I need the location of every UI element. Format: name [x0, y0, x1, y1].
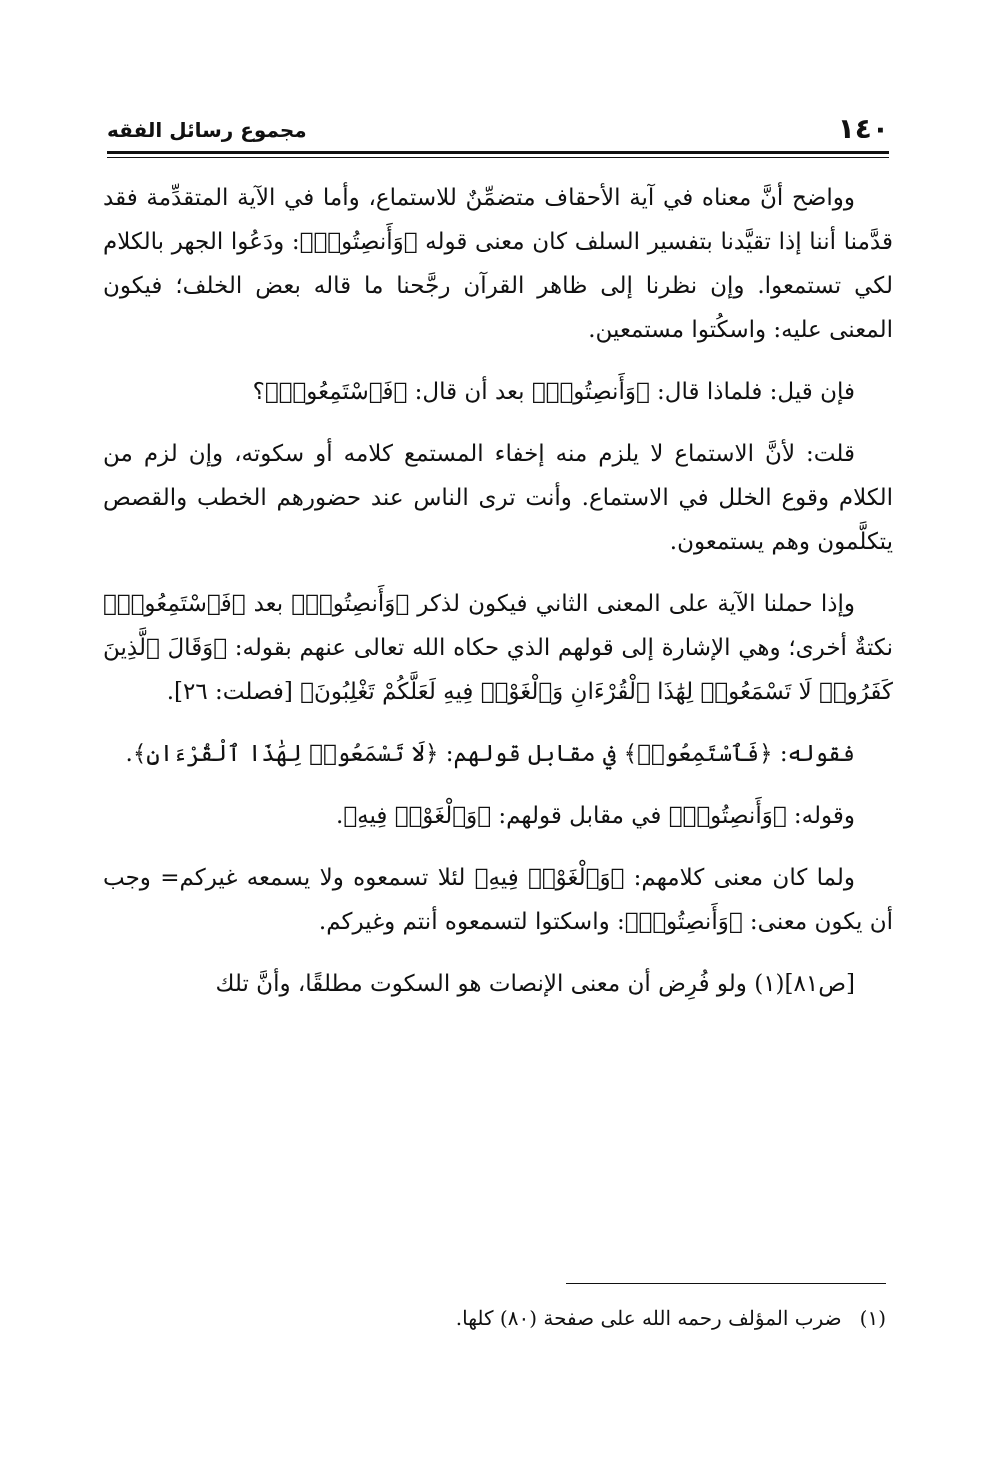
header-rule-thin	[107, 157, 889, 158]
paragraph-4-text: وإذا حملنا الآية على المعنى الثاني فيكون لذكر ﴿وَأَنصِتُوا۟﴾ بعد ﴿فَٱسْتَمِعُوا۟﴾ نكتةٌ أخرى؛ وهي الإشارة إلى قولهم الذي حكاه الله تعالى عنهم بقوله: ﴿وَقَالَ ٱلَّذِينَ كَفَرُوا۟ لَا تَسْمَعُوا۟ لِهَٰذَا ٱلْقُرْءَانِ وَٱلْغَوْا۟ فِيهِ لَعَلَّكُمْ تَغْلِبُونَ﴾ [فصلت: ٢٦].	[103, 591, 893, 705]
page-header	[107, 112, 889, 150]
page-number: ١٤٠	[837, 112, 889, 145]
running-title: مجموع رسائل الفقه	[107, 118, 307, 142]
paragraph-5	[103, 732, 893, 776]
paragraph-6	[103, 794, 893, 838]
paragraph-2	[103, 370, 893, 414]
paragraph-2-text: فإن قيل: فلماذا قال: ﴿وَأَنصِتُوا۟﴾ بعد أن قال: ﴿فَٱسْتَمِعُوا۟﴾؟	[252, 379, 855, 405]
footnote-marker: (١)	[859, 1306, 886, 1330]
paragraph-8	[103, 962, 893, 1006]
paragraph-4	[103, 582, 893, 714]
footnote	[104, 1302, 886, 1334]
main-text	[103, 176, 893, 1006]
paragraph-7	[103, 856, 893, 944]
paragraph-7-text: ولما كان معنى كلامهم: ﴿وَٱلْغَوْا۟ فِيهِ﴾ لئلا تسمعوه ولا يسمعه غيركم= وجب أن يكون معنى: ﴿وَأَنصِتُوا۟﴾: واسكتوا لتسمعوه أنتم وغيركم.	[103, 865, 893, 935]
paragraph-3	[103, 432, 893, 564]
footnote-text: ضرب المؤلف رحمه الله على صفحة (٨٠) كلها.	[455, 1306, 842, 1330]
paragraph-8-text: [ص٨١](١) ولو فُرِض أن معنى الإنصات هو السكوت مطلقًا، وأنَّ تلك	[215, 971, 855, 997]
paragraph-1	[103, 176, 893, 352]
header-rule	[107, 151, 889, 154]
footnote-separator	[566, 1283, 886, 1284]
paragraph-1-text: وواضح أنَّ معناه في آية الأحقاف متضمِّنٌ للاستماع، وأما في الآية المتقدِّمة فقد قدَّمنا أننا إذا تقيَّدنا بتفسير السلف كان معنى قوله ﴿وَأَنصِتُوا۟﴾: ودَعُوا الجهر بالكلام لكي تستمعوا. وإن نظرنا إلى ظاهر القرآن رجَّحنا ما قاله بعض الخلف؛ فيكون المعنى عليه: واسكُتوا مستمعين.	[103, 185, 893, 343]
paragraph-6-text: وقوله: ﴿وَأَنصِتُوا۟﴾ في مقابل قولهم: ﴿وَٱلْغَوْا۟ فِيهِ﴾.	[336, 803, 855, 829]
paragraph-5-text: فقوله: ﴿فَٱسْتَمِعُوا۟﴾ في مقابل قولهم: ﴿لَا تَسْمَعُوا۟ لِهَٰذَا ٱلْقُرْءَانِ﴾.	[125, 741, 855, 767]
paragraph-3-text: قلت: لأنَّ الاستماع لا يلزم منه إخفاء المستمع كلامه أو سكوته، وإن لزم من الكلام وقوع الخلل في الاستماع. وأنت ترى الناس عند حضورهم الخطب والقصص يتكلَّمون وهم يستمعون.	[103, 441, 893, 555]
